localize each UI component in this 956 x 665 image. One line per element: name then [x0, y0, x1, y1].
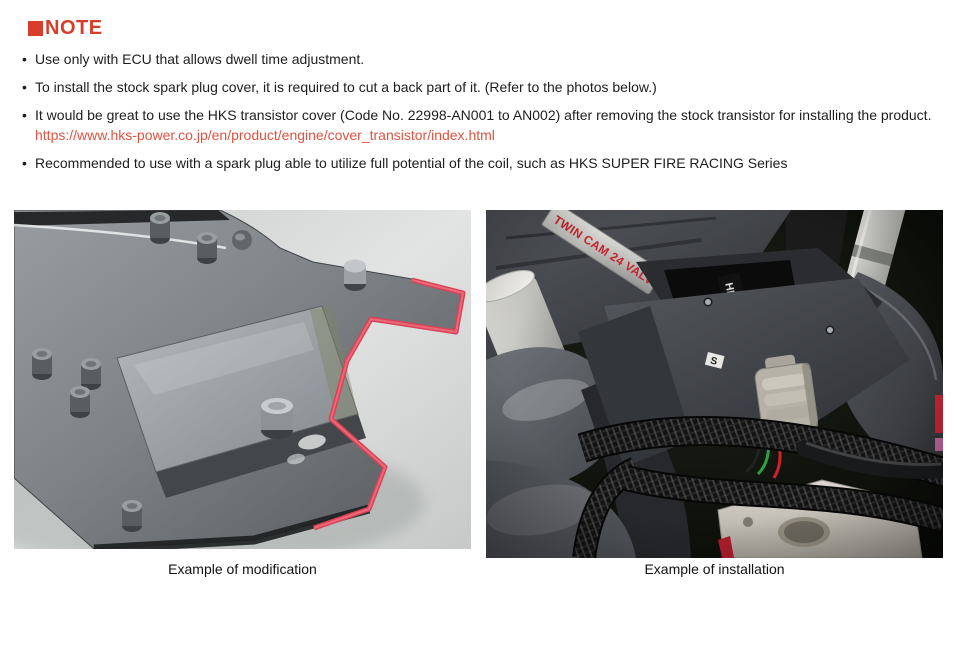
bullet-item-2 — [22, 77, 956, 97]
note-bullet-list — [0, 49, 956, 173]
bullet-marker: • — [22, 79, 27, 95]
bullet-text-2: To install the stock spark plug cover, it is required to cut a back part of it. (Refer to the photos below.) — [35, 79, 657, 95]
photo-example-of-installation — [486, 210, 943, 558]
note-header — [0, 0, 956, 39]
photos-row — [14, 210, 943, 578]
figure-installation — [486, 210, 943, 578]
figure-modification — [14, 210, 471, 578]
bullet-item-1 — [22, 49, 956, 69]
bullet-marker: • — [22, 155, 27, 171]
transistor-cover-link[interactable]: https://www.hks-power.co.jp/en/product/engine/cover_transistor/index.html — [35, 127, 495, 143]
bullet-text-3-body: It would be great to use the HKS transistor cover (Code No. 22998-AN001 to AN002) after removing the stock transistor for installing the product. — [35, 107, 932, 123]
bullet-item-4 — [22, 153, 956, 173]
caption-modification: Example of modification — [168, 561, 317, 577]
caption-installation: Example of installation — [644, 561, 785, 577]
note-title: NOTE — [45, 17, 103, 39]
bullet-marker: • — [22, 107, 27, 123]
bullet-text-1: Use only with ECU that allows dwell time adjustment. — [35, 51, 365, 67]
bullet-item-3 — [22, 105, 956, 145]
bullet-text-3 — [35, 105, 931, 145]
note-red-square-icon — [28, 21, 43, 36]
photo-example-of-modification — [14, 210, 471, 549]
bullet-marker: • — [22, 51, 27, 67]
bullet-text-4: Recommended to use with a spark plug able to utilize full potential of the coil, such as HKS SUPER FIRE RACING Series — [35, 155, 788, 171]
